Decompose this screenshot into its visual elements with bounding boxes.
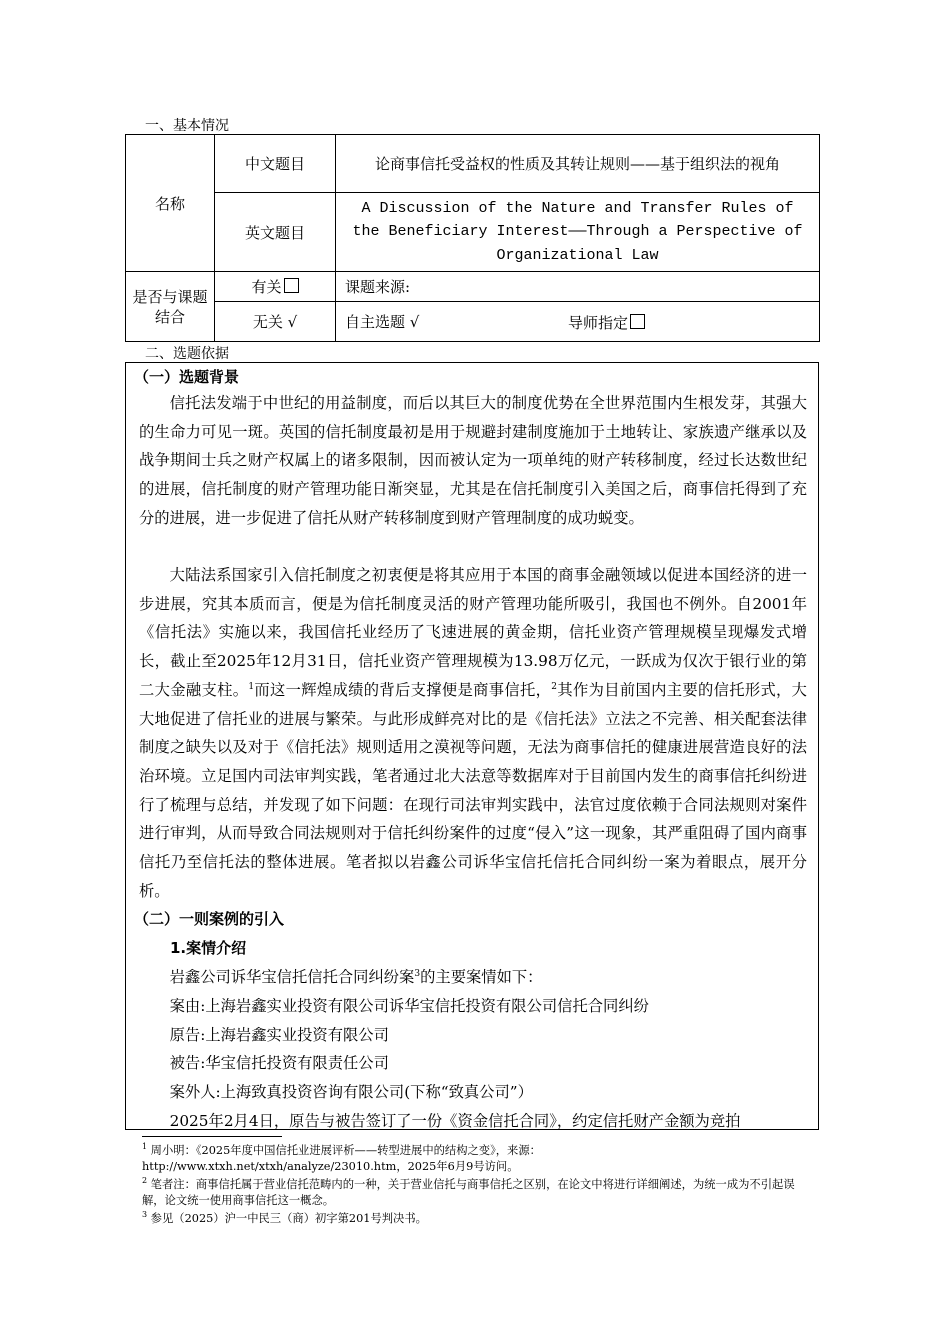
section-1-title: 一、基本情况: [145, 118, 229, 134]
footnote-1-mark: 1: [142, 1142, 148, 1152]
advisor-assigned-checkbox[interactable]: [630, 314, 645, 329]
heading-case-summary: 1.案情介绍: [170, 939, 247, 957]
content-box: [125, 362, 819, 1130]
footnote-1-text: 周小明：《2025年度中国信托业进展评析——转型进展中的结构之变》，来源：: [147, 1144, 541, 1157]
footnote-ref-2[interactable]: 2: [551, 681, 558, 692]
source-label: 课题来源:: [336, 272, 820, 302]
footnote-3-mark: 3: [142, 1210, 148, 1220]
section-2-title: 二、选题依据: [145, 346, 229, 362]
paragraph-continental-law: [139, 561, 807, 905]
cn-title-label: 中文题目: [215, 135, 336, 193]
footnote-2-mark: 2: [142, 1176, 148, 1186]
paragraph-continental-law-part2: 而这一辉煌成绩的背后支撑便是商事信托，: [254, 680, 552, 699]
related-yes-checkbox[interactable]: [284, 278, 299, 293]
related-no: 无关 √: [215, 302, 336, 342]
case-facts-start: 2025年2月4日，原告与被告签订了一份《资金信托合同》，约定信托财产金额为竞拍: [169, 1112, 741, 1130]
en-title: A Discussion of the Nature and Transfer Rules of the Beneficiary Interest——Through a Perspective of Organizational Law: [336, 193, 820, 272]
footnote-separator: [142, 1136, 282, 1137]
footnote-3-text: 参见（2025）沪一中民三（商）初字第201号判决书。: [147, 1212, 427, 1225]
name-label: 名称: [126, 135, 215, 272]
source-options-cell: [336, 302, 820, 342]
related-yes-cell: [215, 272, 336, 302]
footnote-ref-3[interactable]: 3: [414, 968, 421, 979]
en-title-label: 英文题目: [215, 193, 336, 272]
basic-info-table: [125, 134, 820, 342]
self-select-option: 自主选题 √: [345, 313, 420, 331]
advisor-assigned-option: [568, 312, 645, 333]
case-line-intro: [139, 963, 807, 992]
related-label: 是否与课题结合: [126, 272, 215, 342]
paragraph-background: 信托法发端于中世纪的用益制度，而后以其巨大的制度优势在全世界范围内生根发芽，其强大的生命力可见一斑。英国的信托制度最初是用于规避封建制度施加于土地转让、家族遗产继承以及战争期间士兵之财产权属上的诸多限制，因而被认定为一项单纯的财产转移制度，经过长达数世纪的进展，信托制度的财产管理功能日渐突显，尤其是在信托制度引入美国之后，商事信托得到了充分的进展，进一步促进了信托从财产转移制度到财产管理制度的成功蜕变。: [139, 394, 807, 527]
paragraph-continental-law-part1: 大陆法系国家引入信托制度之初衷便是将其应用于本国的商事金融领域以促进本国经济的进一步进展，究其本质而言，便是为信托制度灵活的财产管理功能所吸引，我国也不例外。自2001年《信托法》实施以来，我国信托业经历了飞速进展的黄金期，信托业资产管理规模呈现爆发式增长，截止至2025年12月31日，信托业资产管理规模为13.98万亿元，一跃成为仅次于银行业的第二大金融支柱。: [139, 566, 807, 699]
case-defendant: 被告:华宝信托投资有限责任公司: [169, 1054, 389, 1072]
footnote-2: [142, 1177, 814, 1209]
paragraph-continental-law-part3: 其作为目前国内主要的信托形式，大大地促进了信托业的进展与繁荣。与此形成鲜亮对比的是《信托法》立法之不完善、相关配套法律制度之缺失以及对于《信托法》规则适用之漠视等问题，无法为商事信托的健康进展营造良好的法治环境。立足国内司法审判实践，笔者通过北大法意等数据库对于目前国内发生的商事信托纠纷进行了梳理与总结，并发现了如下问题：在现行司法审判实践中，法官过度依赖于合同法规则对案件进行审判，从而导致合同法规则对于信托纠纷案件的过度“侵入”这一现象，其严重阻碍了国内商事信托乃至信托法的整体进展。笔者拟以岩鑫公司诉华宝信托信托合同纠纷一案为着眼点，展开分析。: [139, 680, 807, 900]
footnote-1: [142, 1143, 814, 1175]
footnote-2-text: 笔者注：商事信托属于营业信托范畴内的一种，关于营业信托与商事信托之区别，在论文中将进行详细阐述，为统一成为不引起误解，论文统一使用商事信托这一概念。: [142, 1178, 795, 1207]
case-line-intro-text: 岩鑫公司诉华宝信托信托合同纠纷案: [169, 968, 415, 986]
footnote-1-link[interactable]: http://www.xtxh.net/xtxh/analyze/23010.htm，2025年6月9号访问。: [142, 1160, 519, 1173]
case-cause: 案由:上海岩鑫实业投资有限公司诉华宝信托投资有限公司信托合同纠纷: [169, 997, 649, 1015]
cn-title: 论商事信托受益权的性质及其转让规则——基于组织法的视角: [336, 135, 820, 193]
footnote-3: [142, 1211, 814, 1227]
footnote-ref-1[interactable]: 1: [248, 681, 255, 692]
heading-case-intro: （二）一则案例的引入: [134, 910, 285, 928]
case-plaintiff: 原告:上海岩鑫实业投资有限公司: [169, 1026, 389, 1044]
case-third-party: 案外人:上海致真投资咨询有限公司(下称“致真公司”）: [169, 1083, 533, 1101]
related-yes-label: 有关: [251, 278, 282, 296]
case-line-intro-text-end: 的主要案情如下：: [420, 968, 543, 986]
advisor-assigned-label: 导师指定: [568, 314, 629, 332]
heading-background: （一）选题背景: [134, 368, 240, 386]
